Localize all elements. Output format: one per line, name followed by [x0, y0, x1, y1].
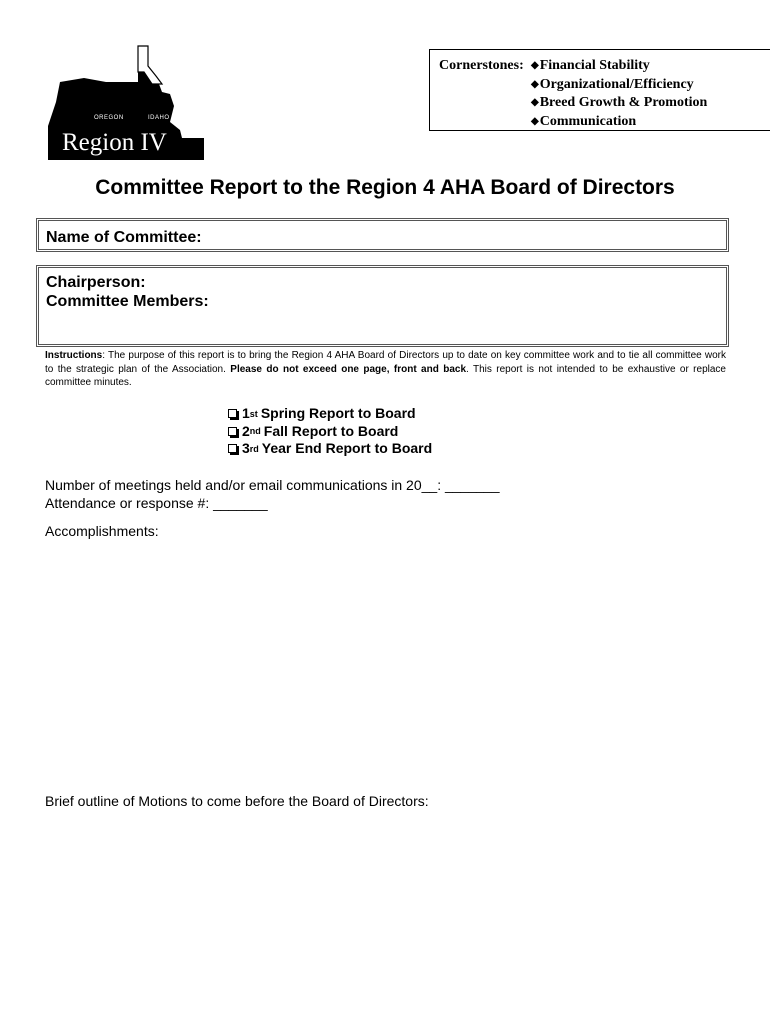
diamond-bullet-icon: ◆ [531, 60, 539, 71]
report-option[interactable]: 3 rd Year End Report to Board [228, 440, 432, 458]
cornerstone-text: Financial Stability [539, 58, 650, 73]
instructions-bold-text: Please do not exceed one page, front and back [230, 363, 467, 375]
logo-title: Region IV [62, 129, 167, 156]
instructions-label: Instructions [45, 350, 103, 361]
report-option-label: Spring Report to Board [260, 405, 416, 421]
diamond-bullet-icon: ◆ [531, 97, 539, 108]
chairperson-members-field[interactable] [36, 265, 729, 347]
checkbox-icon[interactable] [228, 427, 237, 436]
report-option-number: 2 [242, 422, 250, 439]
cornerstone-text: Breed Growth & Promotion [539, 95, 708, 110]
cornerstone-item [531, 76, 707, 95]
report-option-number: 1 [242, 405, 250, 421]
cornerstone-text: Organizational/Efficiency [539, 76, 694, 92]
report-option-number: 3 [242, 440, 250, 456]
meetings-count-line[interactable]: Number of meetings held and/or email communications in 20__: _______ [45, 477, 500, 493]
cornerstones-list [531, 57, 707, 131]
motions-label: Brief outline of Motions to come before the Board of Directors: [45, 793, 429, 809]
report-option-label: Year End Report to Board [261, 440, 433, 456]
cornerstone-text: Communication [539, 113, 637, 129]
cornerstone-item [531, 113, 707, 132]
report-type-checklist [228, 405, 432, 458]
chairperson-label: Chairperson: [46, 274, 146, 291]
report-option[interactable]: 1 st Spring Report to Board [228, 405, 432, 423]
report-option-label: Fall Report to Board [263, 422, 399, 439]
committee-members-label: Committee Members: [46, 293, 209, 310]
region-iv-logo [44, 44, 206, 162]
name-of-committee-field[interactable] [36, 218, 729, 252]
name-of-committee-label: Name of Committee: [46, 229, 202, 246]
checkbox-icon[interactable] [228, 409, 237, 418]
diamond-bullet-icon: ◆ [531, 115, 539, 127]
instructions-text-2: . This report is not intended to be exhaustive or replace committee minutes. [45, 363, 726, 389]
page-title: Committee Report to the Region 4 AHA Board of Directors [95, 176, 675, 199]
checkbox-icon[interactable] [228, 444, 237, 453]
cornerstones-label: Cornerstones: [439, 58, 524, 73]
accomplishments-label: Accomplishments: [45, 523, 159, 539]
instructions-paragraph [45, 349, 726, 390]
cornerstone-item [531, 57, 707, 76]
diamond-bullet-icon: ◆ [531, 78, 539, 90]
report-option[interactable]: 2 nd Fall Report to Board [228, 423, 432, 441]
oregon-idaho-map-logo [44, 44, 206, 162]
cornerstone-item [531, 94, 707, 113]
instructions-text-1: : The purpose of this report is to bring the Region 4 AHA Board of Directors up to date on key committee work and to tie all committee work to the strategic plan of the Association. [45, 350, 726, 375]
cornerstones-box [429, 49, 770, 131]
attendance-line[interactable]: Attendance or response #: _______ [45, 495, 268, 511]
logo-state-idaho: IDAHO [148, 115, 170, 121]
logo-state-oregon: OREGON [94, 115, 124, 121]
